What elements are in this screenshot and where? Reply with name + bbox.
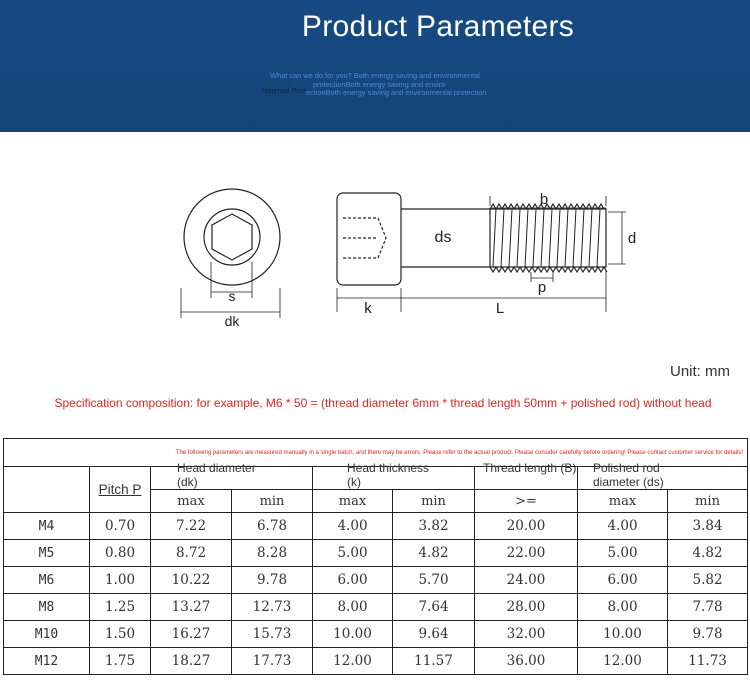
cell-dk-max: 8.72 [151,540,232,567]
tagline-line-1: What can we do for you? Both energy saving and environmental [270,71,480,80]
cell-ds-max: 12.00 [578,648,668,675]
table-row [4,594,748,621]
cell-ds-max: 6.00 [578,567,668,594]
cell-dk-min: 12.73 [232,594,313,621]
tagline-line-3-left: Nmental Prot [262,86,306,95]
cell-pitch: 1.25 [90,594,151,621]
cell-k-min: 7.64 [393,594,475,621]
cell-pitch: 0.70 [90,513,151,540]
cell-ds-max: 10.00 [578,621,668,648]
page-title: Product Parameters [301,10,575,43]
parameter-table [3,438,748,675]
cell-dk-max: 16.27 [151,621,232,648]
cell-k-max: 5.00 [313,540,393,567]
table-row [4,648,748,675]
cell-k-max: 8.00 [313,594,393,621]
head-diameter-header: Head diameter (dk) [151,467,313,490]
cell-ds-min: 3.84 [668,513,748,540]
size-header [4,467,90,513]
cell-k-min: 5.70 [393,567,475,594]
table-row [4,513,748,540]
subheader-dk-max: max [151,490,232,513]
cell-ds-max: 4.00 [578,513,668,540]
cell-ds-max: 5.00 [578,540,668,567]
unit-label: Unit: mm [670,363,730,380]
cell-size: M8 [4,594,90,621]
cell-k-max: 12.00 [313,648,393,675]
cell-size: M12 [4,648,90,675]
cell-dk-min: 8.28 [232,540,313,567]
cell-pitch: 1.50 [90,621,151,648]
label-d: d [627,230,637,247]
cell-k-max: 6.00 [313,567,393,594]
table-notice: The following parameters are measured manually in a single batch, and there may be errors. Please refer to the actual product. Please consider carefully before ordering! Please contact customer service for details! [4,439,748,467]
cell-b: 32.00 [475,621,578,648]
cell-dk-max: 18.27 [151,648,232,675]
cell-size: M10 [4,621,90,648]
pitch-header: Pitch P [90,467,151,513]
label-L: L [495,300,505,317]
cell-pitch: 0.80 [90,540,151,567]
cell-pitch: 1.00 [90,567,151,594]
polished-rod-header: Polished rod diameter (ds) [578,467,748,490]
cell-b: 24.00 [475,567,578,594]
spec-composition-note: Specification composition: for example, M6 * 50 = (thread diameter 6mm * thread length 50mm + polished rod) without head [54,396,712,410]
cell-b: 20.00 [475,513,578,540]
cell-b: 22.00 [475,540,578,567]
cell-size: M6 [4,567,90,594]
cell-k-min: 4.82 [393,540,475,567]
cell-ds-min: 9.78 [668,621,748,648]
table-row [4,621,748,648]
label-b: b [539,191,549,208]
thread-length-header: Thread length (B) [475,467,578,490]
cell-k-min: 9.64 [393,621,475,648]
subheader-k-min: min [393,490,475,513]
tagline-line-3-right: ectionBoth energy saving and environmental protection [306,88,487,97]
cell-ds-min: 5.82 [668,567,748,594]
subheader-b-min: >= [475,490,578,513]
subheader-ds-max: max [578,490,668,513]
head-thickness-header: Head thickness (k) [313,467,475,490]
cell-b: 36.00 [475,648,578,675]
cell-dk-min: 9.78 [232,567,313,594]
tagline-line-2: protectionBoth energy saving and enviro [313,80,446,89]
cell-pitch: 1.75 [90,648,151,675]
cell-ds-max: 8.00 [578,594,668,621]
subheader-k-max: max [313,490,393,513]
cell-size: M5 [4,540,90,567]
screw-side-view [337,193,626,312]
cell-dk-min: 15.73 [232,621,313,648]
subheader-ds-min: min [668,490,748,513]
cell-dk-max: 10.22 [151,567,232,594]
subheader-dk-min: min [232,490,313,513]
label-ds: ds [434,229,452,246]
cell-ds-min: 11.73 [668,648,748,675]
label-dk: dk [224,313,240,328]
label-k: k [364,300,372,317]
cell-dk-min: 6.78 [232,513,313,540]
cell-ds-min: 4.82 [668,540,748,567]
table-row [4,567,748,594]
label-p: p [537,279,547,296]
cell-b: 28.00 [475,594,578,621]
cell-size: M4 [4,513,90,540]
cell-k-min: 3.82 [393,513,475,540]
cell-ds-min: 7.78 [668,594,748,621]
label-s: s [228,288,236,304]
cell-k-min: 11.57 [393,648,475,675]
cell-dk-max: 13.27 [151,594,232,621]
screw-dimension-diagram [170,178,650,328]
header-banner [0,0,750,132]
table-row [4,540,748,567]
cell-k-max: 4.00 [313,513,393,540]
cell-dk-min: 17.73 [232,648,313,675]
cell-k-max: 10.00 [313,621,393,648]
cell-dk-max: 7.22 [151,513,232,540]
